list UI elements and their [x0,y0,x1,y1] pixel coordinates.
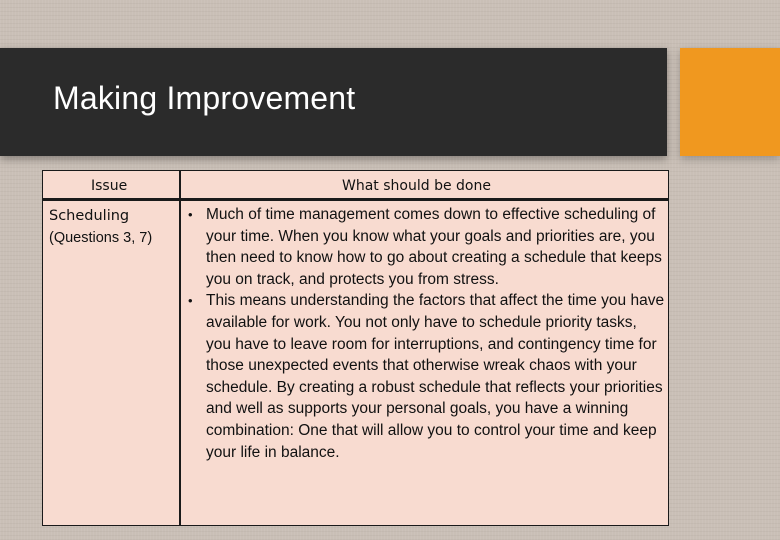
issue-name: Scheduling [49,208,130,224]
table-header-row [43,171,668,201]
issue-cell [49,206,173,249]
action-list [188,204,666,463]
issue-detail: (Questions 3, 7) [49,229,153,246]
list-item-text: Much of time management comes down to effective scheduling of your time. When you know what your goals and priorities are, you then need to know how to go about creating a schedule that keeps you on track, and protects you from stress. [206,206,662,288]
list-item [188,204,666,290]
header-what-should-be-done: What should be done [342,178,491,194]
list-item [188,290,666,463]
list-item-text: This means understanding the factors that affect the time you have available for work. You not only have to schedule priority tasks, you have to leave room for interruptions, and contingency time for those unexpected events that otherwise wreak chaos with your schedule. By creating a robust schedule that reflects your priorities and well as supports your personal goals, you have a winning combination: One that will allow you to control your time and keep your life in balance. [206,292,665,461]
orange-accent-bar [680,48,780,156]
content-table [42,170,669,526]
column-divider [179,171,181,525]
bullet-icon: • [188,293,193,309]
header-issue: Issue [91,178,128,194]
slide-title: Making Improvement [53,80,356,116]
bullet-icon: • [188,207,193,222]
